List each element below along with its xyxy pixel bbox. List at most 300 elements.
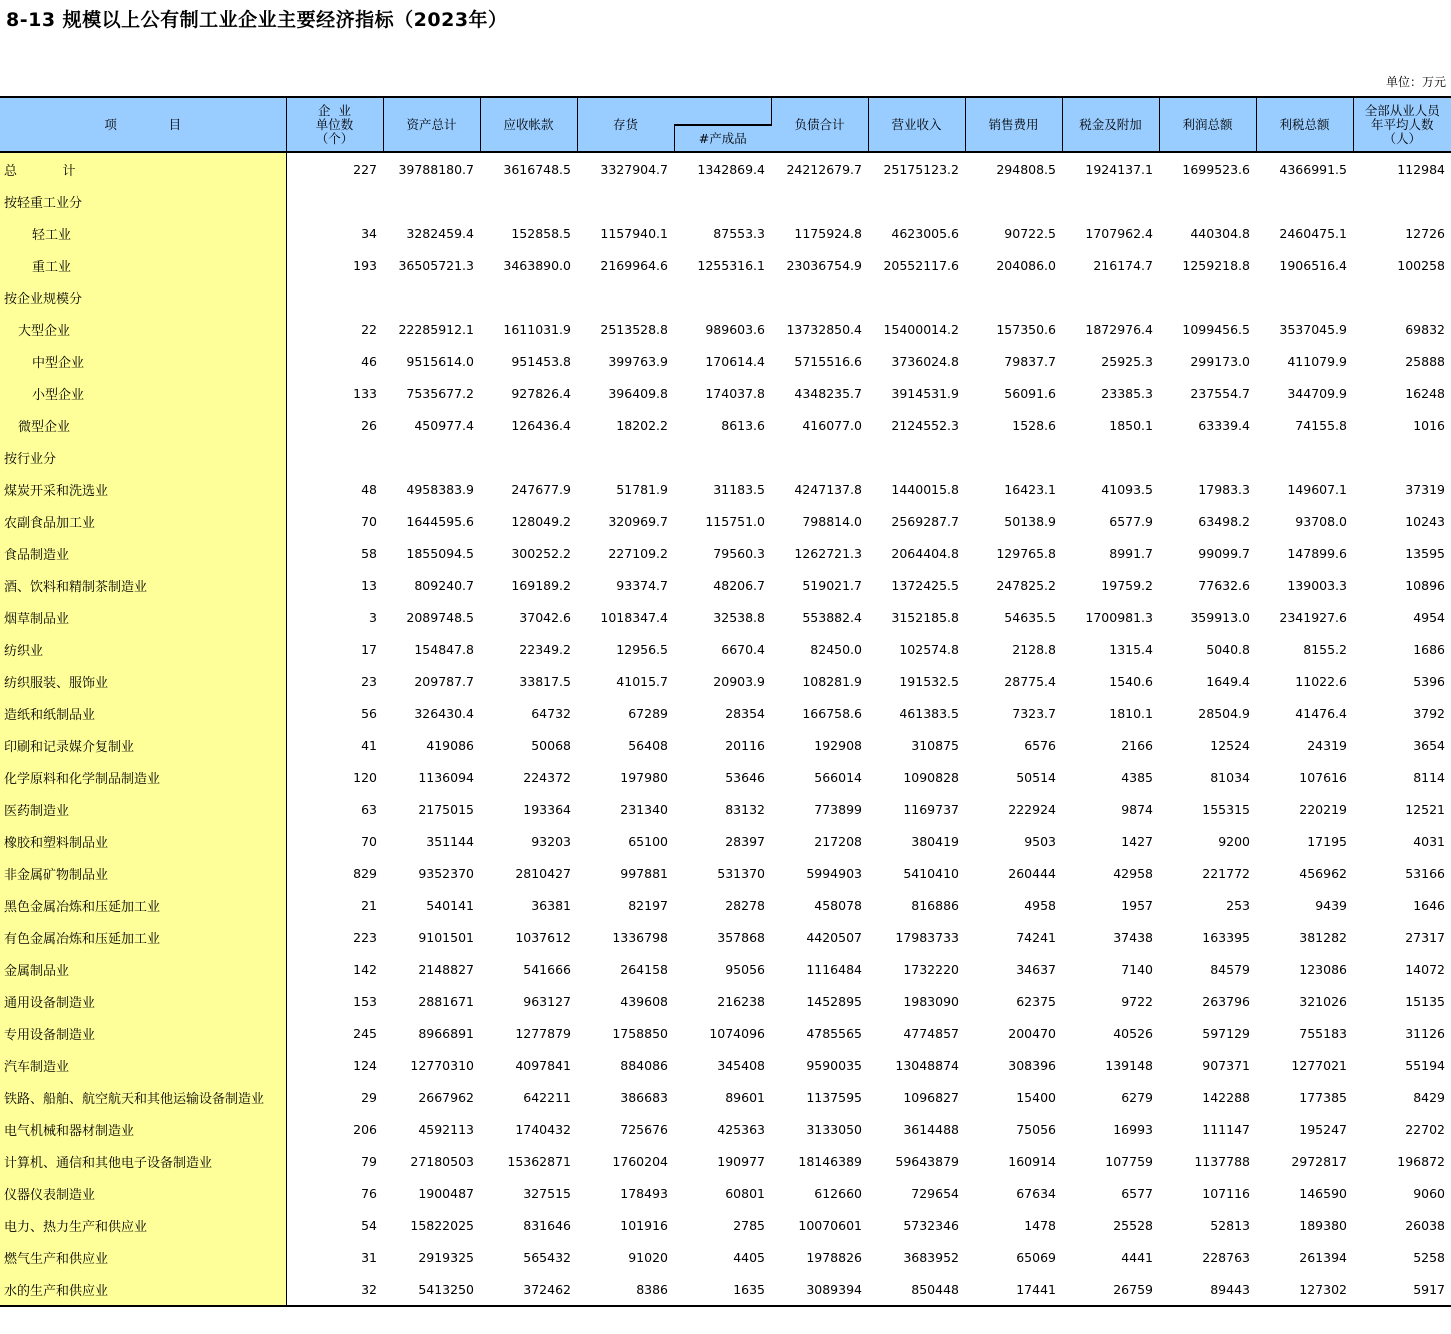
table-body <box>0 152 1451 1306</box>
table-cell: 1478 <box>1024 1217 1056 1233</box>
table-cell <box>383 441 480 473</box>
table-cell: 327515 <box>523 1185 571 1201</box>
table-cell: 1644595.6 <box>406 513 474 529</box>
table-cell: 1758850 <box>612 1025 668 1041</box>
table-cell: 831646 <box>523 1217 571 1233</box>
table-cell: 540141 <box>426 897 474 913</box>
table-cell: 227109.2 <box>608 545 668 561</box>
table-cell: 386683 <box>620 1089 668 1105</box>
table-cell: 147899.6 <box>1287 545 1347 561</box>
table-cell: 829 <box>353 865 377 881</box>
table-cell: 1649.4 <box>1206 673 1250 689</box>
table-cell: 264158 <box>620 961 668 977</box>
table-row <box>0 1081 1451 1113</box>
table-cell: 95056 <box>725 961 765 977</box>
table-cell: 63 <box>361 801 377 817</box>
table-cell: 2128.8 <box>1012 641 1056 657</box>
table-cell: 1635 <box>674 1273 771 1306</box>
table-cell: 22349.2 <box>519 641 571 657</box>
table-cell: 107759 <box>1105 1153 1153 1169</box>
table-cell: 15362871 <box>507 1153 571 1169</box>
table-cell: 3327904.7 <box>600 161 668 177</box>
table-cell: 67289 <box>628 705 668 721</box>
row-label: 小型企业 <box>0 377 286 409</box>
table-cell: 1686 <box>1413 641 1445 657</box>
table-row <box>0 1049 1451 1081</box>
table-cell: 1957 <box>1121 897 1153 913</box>
table-cell: 189380 <box>1299 1217 1347 1233</box>
table-row <box>0 281 1451 313</box>
table-cell <box>1256 185 1353 217</box>
table-row <box>0 313 1451 345</box>
table-cell: 227 <box>353 161 377 177</box>
table-cell: 20116 <box>725 737 765 753</box>
table-cell: 26038 <box>1405 1217 1445 1233</box>
row-label: 总 计 <box>0 152 286 185</box>
table-cell: 75056 <box>1016 1121 1056 1137</box>
table-cell <box>286 281 383 313</box>
table-cell: 41093.5 <box>1101 481 1153 497</box>
table-cell: 228763 <box>1202 1249 1250 1265</box>
table-cell: 224372 <box>523 769 571 785</box>
table-cell: 54635.5 <box>1004 609 1056 625</box>
data-table <box>0 96 1451 1307</box>
table-cell <box>965 441 1062 473</box>
table-cell: 1277021 <box>1291 1057 1347 1073</box>
table-cell: 60801 <box>725 1185 765 1201</box>
header-profit-tax: 利税总额 <box>1256 97 1353 152</box>
table-cell: 4958383.9 <box>406 481 474 497</box>
header-item: 项 目 <box>0 97 286 152</box>
table-cell: 65069 <box>1016 1249 1056 1265</box>
table-row <box>0 953 1451 985</box>
table-header <box>0 97 1451 152</box>
table-cell: 48206.7 <box>713 577 765 593</box>
row-label: 燃气生产和供应业 <box>0 1241 286 1273</box>
table-cell: 9722 <box>1121 993 1153 1009</box>
table-cell: 1732220 <box>903 961 959 977</box>
header-liabilities: 负债合计 <box>771 97 868 152</box>
table-cell: 217208 <box>814 833 862 849</box>
table-cell: 76 <box>361 1185 377 1201</box>
table-cell: 154847.8 <box>414 641 474 657</box>
table-cell: 10896 <box>1405 577 1445 593</box>
row-label: 专用设备制造业 <box>0 1017 286 1049</box>
row-label: 医药制造业 <box>0 793 286 825</box>
table-cell: 32538.8 <box>713 609 765 625</box>
table-cell: 193 <box>353 257 377 273</box>
table-cell: 79837.7 <box>1004 353 1056 369</box>
table-cell: 963127 <box>523 993 571 1009</box>
table-cell: 381282 <box>1299 929 1347 945</box>
table-cell: 56091.6 <box>1004 385 1056 401</box>
table-cell: 1540.6 <box>1109 673 1153 689</box>
table-cell: 456962 <box>1299 865 1347 881</box>
table-cell: 13048874 <box>895 1057 959 1073</box>
row-label: 电气机械和器材制造业 <box>0 1113 286 1145</box>
header-revenue: 营业收入 <box>868 97 965 152</box>
table-cell: 36505721.3 <box>398 257 474 273</box>
table-cell: 9503 <box>1024 833 1056 849</box>
table-cell: 20552117.6 <box>883 257 959 273</box>
row-label: 通用设备制造业 <box>0 985 286 1017</box>
table-cell <box>480 441 577 473</box>
table-cell: 39788180.7 <box>398 161 474 177</box>
table-row <box>0 249 1451 281</box>
table-row <box>0 601 1451 633</box>
table-cell: 31183.5 <box>713 481 765 497</box>
table-cell: 93203 <box>531 833 571 849</box>
table-cell: 124 <box>353 1057 377 1073</box>
table-cell: 2569287.7 <box>891 513 959 529</box>
table-cell <box>771 441 868 473</box>
table-cell: 50138.9 <box>1004 513 1056 529</box>
table-cell: 4247137.8 <box>794 481 862 497</box>
table-cell: 5994903 <box>806 865 862 881</box>
table-row <box>0 889 1451 921</box>
table-cell: 253 <box>1226 897 1250 913</box>
header-sales-expense: 销售费用 <box>965 97 1062 152</box>
table-cell: 440304.8 <box>1190 225 1250 241</box>
table-cell: 1906516.4 <box>1279 257 1347 273</box>
table-cell: 1259218.8 <box>1182 257 1250 273</box>
table-cell: 3152185.8 <box>891 609 959 625</box>
table-row <box>0 1145 1451 1177</box>
table-cell: 25888 <box>1405 353 1445 369</box>
table-row <box>0 857 1451 889</box>
table-cell: 223 <box>353 929 377 945</box>
table-cell: 326430.4 <box>414 705 474 721</box>
table-cell: 25528 <box>1113 1217 1153 1233</box>
table-cell: 12726 <box>1405 225 1445 241</box>
table-cell: 102574.8 <box>899 641 959 657</box>
table-row <box>0 441 1451 473</box>
table-cell <box>577 281 674 313</box>
table-cell: 294808.5 <box>996 161 1056 177</box>
table-cell: 359913.0 <box>1190 609 1250 625</box>
table-cell: 1336798 <box>612 929 668 945</box>
row-label: 纺织服装、服饰业 <box>0 665 286 697</box>
table-cell: 1175924.8 <box>794 225 862 241</box>
table-row <box>0 1241 1451 1273</box>
table-cell: 5040.8 <box>1206 641 1250 657</box>
table-cell: 128049.2 <box>511 513 571 529</box>
table-cell: 200470 <box>1008 1025 1056 1041</box>
table-cell: 951453.8 <box>511 353 571 369</box>
row-label: 微型企业 <box>0 409 286 441</box>
table-cell: 7535677.2 <box>406 385 474 401</box>
table-cell: 10243 <box>1405 513 1445 529</box>
table-cell: 1978826 <box>806 1249 862 1265</box>
table-cell: 461383.5 <box>899 705 959 721</box>
table-cell: 411079.9 <box>1287 353 1347 369</box>
table-cell: 17983.3 <box>1198 481 1250 497</box>
table-cell: 10070601 <box>798 1217 862 1233</box>
table-cell: 216238 <box>717 993 765 1009</box>
table-cell: 16248 <box>1405 385 1445 401</box>
table-cell: 112984 <box>1397 161 1445 177</box>
row-label: 按轻重工业分 <box>0 185 286 217</box>
table-cell: 2667962 <box>418 1089 474 1105</box>
table-cell: 70 <box>361 513 377 529</box>
table-cell: 69832 <box>1405 321 1445 337</box>
table-cell: 93374.7 <box>616 577 668 593</box>
table-cell: 13732850.4 <box>786 321 862 337</box>
table-cell <box>383 185 480 217</box>
header-inventory: 存货 <box>577 97 674 152</box>
table-cell: 8966891 <box>418 1025 474 1041</box>
table-cell: 989603.6 <box>705 321 765 337</box>
table-cell <box>965 185 1062 217</box>
table-cell: 37438 <box>1113 929 1153 945</box>
table-cell: 28504.9 <box>1198 705 1250 721</box>
table-cell: 5917 <box>1353 1273 1451 1306</box>
table-cell: 41015.7 <box>616 673 668 689</box>
table-cell: 37042.6 <box>519 609 571 625</box>
table-cell: 458078 <box>814 897 862 913</box>
table-cell: 209787.7 <box>414 673 474 689</box>
table-cell: 261394 <box>1299 1249 1347 1265</box>
header-finished-goods: #产成品 <box>674 125 771 152</box>
table-cell: 53166 <box>1405 865 1445 881</box>
row-label: 农副食品加工业 <box>0 505 286 537</box>
table-row <box>0 185 1451 217</box>
table-cell: 13595 <box>1405 545 1445 561</box>
table-cell: 2972817 <box>1291 1153 1347 1169</box>
row-label: 有色金属冶炼和压延加工业 <box>0 921 286 953</box>
row-label: 中型企业 <box>0 345 286 377</box>
table-cell: 2919325 <box>418 1249 474 1265</box>
row-label: 化学原料和化学制品制造业 <box>0 761 286 793</box>
table-cell: 81034 <box>1210 769 1250 785</box>
table-cell: 9060 <box>1413 1185 1445 1201</box>
table-cell: 4420507 <box>806 929 862 945</box>
table-row <box>0 345 1451 377</box>
row-label: 烟草制品业 <box>0 601 286 633</box>
table-cell: 2785 <box>733 1217 765 1233</box>
table-cell: 34637 <box>1016 961 1056 977</box>
table-cell: 6279 <box>1121 1089 1153 1105</box>
header-units-line1: 企 业 <box>318 102 351 118</box>
table-row <box>0 729 1451 761</box>
row-label: 金属制品业 <box>0 953 286 985</box>
table-cell: 1700981.3 <box>1085 609 1153 625</box>
table-cell: 1372425.5 <box>891 577 959 593</box>
table-cell: 55194 <box>1405 1057 1445 1073</box>
table-cell: 3792 <box>1413 705 1445 721</box>
table-cell: 1900487 <box>418 1185 474 1201</box>
table-cell: 2513528.8 <box>600 321 668 337</box>
table-cell: 79560.3 <box>713 545 765 561</box>
table-cell: 24319 <box>1307 737 1347 753</box>
table-cell: 22 <box>361 321 377 337</box>
table-cell: 419086 <box>426 737 474 753</box>
row-label: 轻工业 <box>0 217 286 249</box>
table-cell: 5410410 <box>903 865 959 881</box>
table-cell: 553882.4 <box>802 609 862 625</box>
table-cell: 204086.0 <box>996 257 1056 273</box>
table-cell: 8155.2 <box>1303 641 1347 657</box>
table-cell: 9590035 <box>806 1057 862 1073</box>
table-cell: 1872976.4 <box>1085 321 1153 337</box>
table-cell: 1099456.5 <box>1182 321 1250 337</box>
header-employees-line3: （人） <box>1383 130 1421 146</box>
table-cell: 41 <box>361 737 377 753</box>
table-cell: 531370 <box>717 865 765 881</box>
table-cell: 1611031.9 <box>503 321 571 337</box>
table-cell <box>674 441 771 473</box>
table-cell: 1427 <box>1121 833 1153 849</box>
row-label: 橡胶和塑料制品业 <box>0 825 286 857</box>
table-cell: 77632.6 <box>1198 577 1250 593</box>
table-cell: 4097841 <box>515 1057 571 1073</box>
row-label: 大型企业 <box>0 313 286 345</box>
table-cell: 28775.4 <box>1004 673 1056 689</box>
header-employees-line2: 年平均人数 <box>1370 116 1434 132</box>
table-cell: 216174.7 <box>1093 257 1153 273</box>
table-cell: 190977 <box>717 1153 765 1169</box>
table-cell: 15822025 <box>410 1217 474 1233</box>
table-cell: 8386 <box>577 1273 674 1306</box>
table-cell: 4366991.5 <box>1279 161 1347 177</box>
table-cell: 83132 <box>725 801 765 817</box>
table-cell: 26 <box>361 417 377 433</box>
row-label: 按行业分 <box>0 441 286 473</box>
table-cell: 4385 <box>1121 769 1153 785</box>
table-cell: 1255316.1 <box>697 257 765 273</box>
header-profit: 利润总额 <box>1159 97 1256 152</box>
table-cell: 6577.9 <box>1109 513 1153 529</box>
table-cell: 139148 <box>1105 1057 1153 1073</box>
table-cell: 8429 <box>1413 1089 1445 1105</box>
table-cell: 1740432 <box>515 1121 571 1137</box>
table-cell: 1707962.4 <box>1085 225 1153 241</box>
table-cell: 74241 <box>1016 929 1056 945</box>
table-cell: 222924 <box>1008 801 1056 817</box>
table-cell: 1018347.4 <box>600 609 668 625</box>
table-cell: 1262721.3 <box>794 545 862 561</box>
table-cell: 729654 <box>911 1185 959 1201</box>
table-cell: 51781.9 <box>616 481 668 497</box>
table-row <box>0 1113 1451 1145</box>
table-cell: 56 <box>361 705 377 721</box>
table-cell: 90722.5 <box>1004 225 1056 241</box>
table-cell: 4774857 <box>903 1025 959 1041</box>
table-cell: 63339.4 <box>1198 417 1250 433</box>
table-cell: 4441 <box>1121 1249 1153 1265</box>
row-label: 按企业规模分 <box>0 281 286 313</box>
table-cell: 63498.2 <box>1198 513 1250 529</box>
table-cell: 3089394 <box>771 1273 868 1306</box>
table-cell <box>577 441 674 473</box>
table-cell: 357868 <box>717 929 765 945</box>
table-cell: 9101501 <box>418 929 474 945</box>
table-cell: 247825.2 <box>996 577 1056 593</box>
table-row <box>0 409 1451 441</box>
table-row <box>0 697 1451 729</box>
table-row <box>0 1177 1451 1209</box>
table-cell: 28278 <box>725 897 765 913</box>
table-cell: 755183 <box>1299 1025 1347 1041</box>
table-cell: 2148827 <box>418 961 474 977</box>
table-cell: 4958 <box>1024 897 1056 913</box>
table-row <box>0 377 1451 409</box>
table-cell: 123086 <box>1299 961 1347 977</box>
table-cell: 2881671 <box>418 993 474 1009</box>
table-cell: 50514 <box>1016 769 1056 785</box>
table-cell: 15400 <box>1016 1089 1056 1105</box>
table-cell: 17441 <box>965 1273 1062 1306</box>
table-cell: 206 <box>353 1121 377 1137</box>
table-cell: 23 <box>361 673 377 689</box>
table-cell: 50068 <box>531 737 571 753</box>
header-receivables: 应收帐款 <box>480 97 577 152</box>
table-cell: 3 <box>369 609 377 625</box>
table-cell: 321026 <box>1299 993 1347 1009</box>
table-cell: 1315.4 <box>1109 641 1153 657</box>
table-cell <box>1062 281 1159 313</box>
table-cell: 153 <box>353 993 377 1009</box>
row-label: 黑色金属冶炼和压延加工业 <box>0 889 286 921</box>
table-cell: 2341927.6 <box>1279 609 1347 625</box>
page-title: 8-13 规模以上公有制工业企业主要经济指标（2023年） <box>6 9 508 31</box>
table-row <box>0 921 1451 953</box>
row-label: 食品制造业 <box>0 537 286 569</box>
table-cell: 33817.5 <box>519 673 571 689</box>
table-cell: 74155.8 <box>1295 417 1347 433</box>
table-cell: 5258 <box>1413 1249 1445 1265</box>
table-cell: 42958 <box>1113 865 1153 881</box>
table-cell: 237554.7 <box>1190 385 1250 401</box>
table-cell: 310875 <box>911 737 959 753</box>
table-cell: 4348235.7 <box>794 385 862 401</box>
table-cell <box>674 281 771 313</box>
table-cell: 31126 <box>1405 1025 1445 1041</box>
table-cell: 26759 <box>1062 1273 1159 1306</box>
table-row <box>0 569 1451 601</box>
table-cell: 59643879 <box>895 1153 959 1169</box>
table-cell: 1169737 <box>903 801 959 817</box>
table-cell <box>1353 441 1451 473</box>
table-cell: 22285912.1 <box>398 321 474 337</box>
table-cell: 3654 <box>1413 737 1445 753</box>
table-cell: 1037612 <box>515 929 571 945</box>
table-cell: 152858.5 <box>511 225 571 241</box>
row-label: 煤炭开采和洗选业 <box>0 473 286 505</box>
table-cell: 192908 <box>814 737 862 753</box>
table-cell: 91020 <box>628 1249 668 1265</box>
table-cell: 79 <box>361 1153 377 1169</box>
table-cell: 93708.0 <box>1295 513 1347 529</box>
table-cell: 4405 <box>733 1249 765 1265</box>
table-cell: 2175015 <box>418 801 474 817</box>
table-cell: 1452895 <box>806 993 862 1009</box>
table-cell: 884086 <box>620 1057 668 1073</box>
table-cell: 177385 <box>1299 1089 1347 1105</box>
table-cell: 15135 <box>1405 993 1445 1009</box>
table-cell: 129765.8 <box>996 545 1056 561</box>
table-cell: 40526 <box>1113 1025 1153 1041</box>
table-cell: 773899 <box>814 801 862 817</box>
table-cell: 1983090 <box>903 993 959 1009</box>
table-row <box>0 537 1451 569</box>
row-label: 非金属矿物制品业 <box>0 857 286 889</box>
table-cell <box>1353 281 1451 313</box>
table-cell: 84579 <box>1210 961 1250 977</box>
table-cell: 89443 <box>1159 1273 1256 1306</box>
header-inventory-spacer <box>674 97 771 125</box>
table-cell: 36381 <box>531 897 571 913</box>
